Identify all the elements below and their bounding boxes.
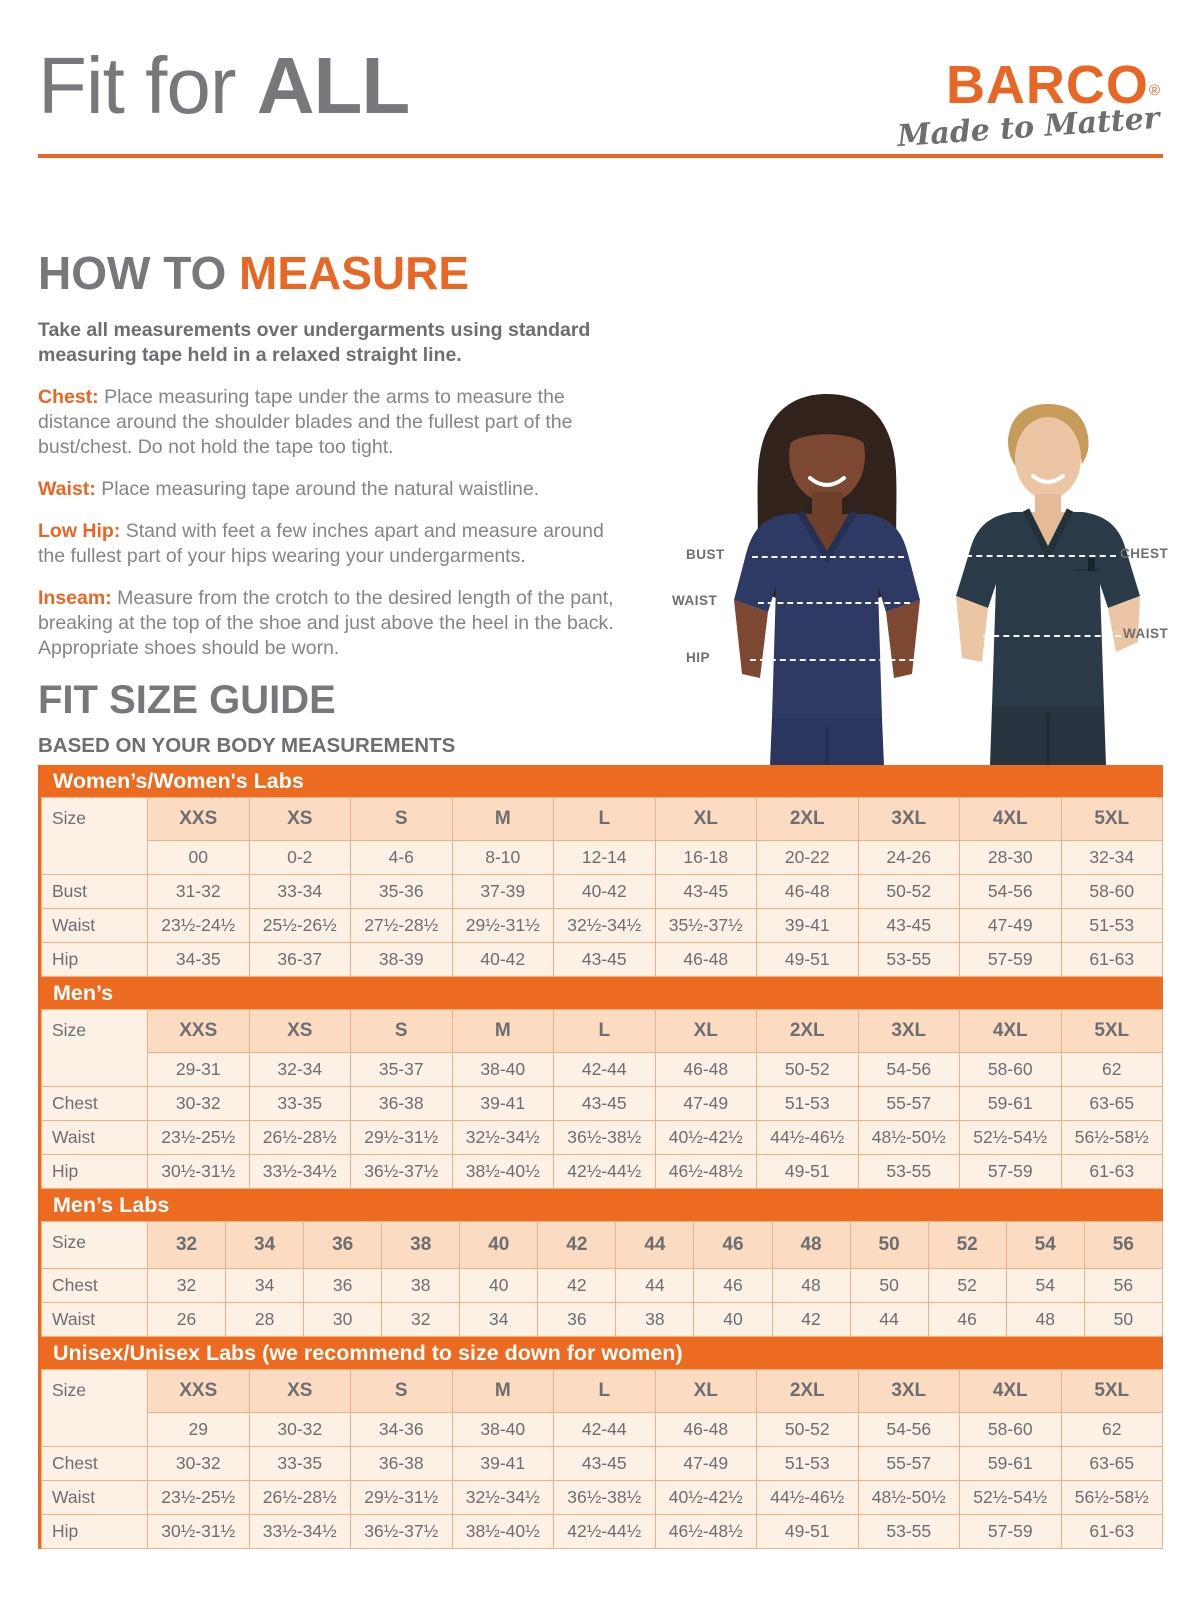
size-header-cell: L [554, 1370, 656, 1413]
size-header-cell: 2XL [757, 1370, 859, 1413]
measurement-row-label: Waist [42, 1303, 148, 1337]
measurement-value-cell: 61-63 [1061, 943, 1163, 977]
measurement-value-cell: 53-55 [858, 943, 960, 977]
measurement-value-cell: 36-37 [249, 943, 351, 977]
measurement-value-cell: 42 [538, 1269, 616, 1303]
step-text: Place measuring tape around the natural waistline. [95, 477, 540, 500]
size-header-cell: 40 [460, 1222, 538, 1269]
brand-name: BARCO [945, 55, 1149, 115]
page-title [38, 40, 409, 132]
measurement-value-cell: 51-53 [757, 1087, 859, 1121]
size-header-cell: S [351, 1010, 453, 1053]
size-header-cell: M [452, 1370, 554, 1413]
size-header-cell: 2XL [757, 798, 859, 841]
measurement-value-cell: 33-35 [249, 1447, 351, 1481]
size-header-cell: 4XL [960, 1010, 1062, 1053]
numeric-size-cell: 42-44 [554, 1413, 656, 1447]
table-banner: Men’s Labs [41, 1189, 1163, 1221]
measurement-value-cell: 43-45 [554, 943, 656, 977]
size-header-cell: 4XL [960, 1370, 1062, 1413]
measurement-value-cell: 33-34 [249, 875, 351, 909]
size-header-cell: M [452, 798, 554, 841]
measurement-value-cell: 63-65 [1061, 1447, 1163, 1481]
measurement-value-cell: 58-60 [1061, 875, 1163, 909]
size-header-cell: XL [655, 1370, 757, 1413]
measurement-value-cell: 44 [850, 1303, 928, 1337]
measurement-row-label: Bust [42, 875, 148, 909]
size-column-header: Size [42, 1370, 148, 1447]
measurement-value-cell: 28 [226, 1303, 304, 1337]
measurement-value-cell: 57-59 [960, 943, 1062, 977]
measurement-value-cell: 26½-28½ [249, 1481, 351, 1515]
measurement-value-cell: 48½-50½ [858, 1481, 960, 1515]
measurement-value-cell: 53-55 [858, 1515, 960, 1549]
step-label: Low Hip: [38, 519, 121, 542]
numeric-size-cell: 62 [1061, 1413, 1163, 1447]
size-header-cell: XL [655, 798, 757, 841]
measurement-value-cell: 46½-48½ [655, 1155, 757, 1189]
step-text: Stand with feet a few inches apart and measure around the fullest part of your hips wearing your undergarments. [38, 519, 604, 567]
size-header-cell: 50 [850, 1222, 928, 1269]
measurement-value-cell: 44 [616, 1269, 694, 1303]
measurement-value-cell: 47-49 [655, 1087, 757, 1121]
measurement-value-cell: 38-39 [351, 943, 453, 977]
numeric-size-row [42, 1053, 1163, 1087]
numeric-size-cell: 8-10 [452, 841, 554, 875]
measurement-value-cell: 36½-37½ [351, 1155, 453, 1189]
size-header-cell: 38 [382, 1222, 460, 1269]
measurement-value-cell: 23½-24½ [148, 909, 250, 943]
measurement-value-cell: 33½-34½ [249, 1515, 351, 1549]
measurement-value-cell: 35½-37½ [655, 909, 757, 943]
measurement-value-cell: 59-61 [960, 1087, 1062, 1121]
measurement-value-cell: 42½-44½ [554, 1515, 656, 1549]
measurement-value-cell: 57-59 [960, 1515, 1062, 1549]
size-header-cell: XS [249, 1370, 351, 1413]
numeric-size-cell: 58-60 [960, 1413, 1062, 1447]
numeric-size-cell: 24-26 [858, 841, 960, 875]
numeric-size-cell: 32-34 [1061, 841, 1163, 875]
size-header-cell: 32 [148, 1222, 226, 1269]
measurement-row [42, 1121, 1163, 1155]
size-header-cell: 2XL [757, 1010, 859, 1053]
measurement-row-label: Chest [42, 1269, 148, 1303]
fit-table [41, 1221, 1163, 1337]
step-label: Chest: [38, 385, 99, 408]
measurement-value-cell: 32 [382, 1303, 460, 1337]
step-text: Measure from the crotch to the desired length of the pant, breaking at the top of the shoe and just above the heel in the back. Appropriate shoes should be worn. [38, 586, 614, 659]
measurement-value-cell: 39-41 [757, 909, 859, 943]
measurement-value-cell: 55-57 [858, 1087, 960, 1121]
numeric-size-cell: 20-22 [757, 841, 859, 875]
measurement-row [42, 1481, 1163, 1515]
measurement-value-cell: 48 [1006, 1303, 1084, 1337]
measurement-row [42, 1447, 1163, 1481]
man-waist-measure-line [983, 635, 1121, 637]
size-header-cell: XXS [148, 1010, 250, 1053]
numeric-size-cell: 54-56 [858, 1413, 960, 1447]
numeric-size-cell: 32-34 [249, 1053, 351, 1087]
size-table [38, 1337, 1163, 1549]
table-header-row [42, 1222, 1163, 1269]
size-header-cell: 44 [616, 1222, 694, 1269]
numeric-size-cell: 34-36 [351, 1413, 453, 1447]
measurement-value-cell: 49-51 [757, 1155, 859, 1189]
measurement-row [42, 909, 1163, 943]
measurement-value-cell: 56 [1084, 1269, 1162, 1303]
man-waist-label: WAIST [1123, 626, 1169, 641]
fit-size-guide-heading: FIT SIZE GUIDE [38, 678, 336, 722]
numeric-size-cell: 54-56 [858, 1053, 960, 1087]
measurement-value-cell: 43-45 [655, 875, 757, 909]
measurement-value-cell: 46 [694, 1269, 772, 1303]
measurement-row-label: Hip [42, 1155, 148, 1189]
measurement-value-cell: 51-53 [1061, 909, 1163, 943]
measurement-value-cell: 38 [382, 1269, 460, 1303]
measurement-value-cell: 54-56 [960, 875, 1062, 909]
measure-step-chest [38, 385, 626, 460]
table-banner: Women’s/Women's Labs [41, 765, 1163, 797]
measurement-value-cell: 23½-25½ [148, 1121, 250, 1155]
measurement-value-cell: 43-45 [554, 1087, 656, 1121]
numeric-size-cell: 12-14 [554, 841, 656, 875]
heading-gray-part: HOW TO [38, 247, 240, 299]
measurement-value-cell: 32½-34½ [452, 1481, 554, 1515]
size-header-cell: S [351, 798, 453, 841]
size-header-cell: XXS [148, 1370, 250, 1413]
measurement-value-cell: 38 [616, 1303, 694, 1337]
measurement-value-cell: 40½-42½ [655, 1481, 757, 1515]
measurement-value-cell: 50-52 [858, 875, 960, 909]
numeric-size-cell: 4-6 [351, 841, 453, 875]
size-header-cell: 48 [772, 1222, 850, 1269]
measurement-value-cell: 49-51 [757, 943, 859, 977]
measurement-value-cell: 55-57 [858, 1447, 960, 1481]
measurement-value-cell: 34-35 [148, 943, 250, 977]
chest-label: CHEST [1120, 546, 1169, 561]
measurement-value-cell: 40-42 [452, 943, 554, 977]
measurement-value-cell: 36 [304, 1269, 382, 1303]
measurement-value-cell: 56½-58½ [1061, 1481, 1163, 1515]
measurement-value-cell: 56½-58½ [1061, 1121, 1163, 1155]
measurement-value-cell: 52½-54½ [960, 1481, 1062, 1515]
numeric-size-cell: 28-30 [960, 841, 1062, 875]
size-header-cell: L [554, 1010, 656, 1053]
numeric-size-cell: 29 [148, 1413, 250, 1447]
measurement-value-cell: 43-45 [554, 1447, 656, 1481]
table-header-row [42, 1370, 1163, 1413]
measurement-row [42, 1155, 1163, 1189]
table-header-row [42, 1010, 1163, 1053]
bust-label: BUST [686, 547, 725, 562]
numeric-size-cell: 00 [148, 841, 250, 875]
size-header-cell: 52 [928, 1222, 1006, 1269]
measurement-value-cell: 46½-48½ [655, 1515, 757, 1549]
measurement-value-cell: 30½-31½ [148, 1155, 250, 1189]
page-title-bold: ALL [256, 41, 410, 130]
measurement-value-cell: 40½-42½ [655, 1121, 757, 1155]
size-header-cell: 5XL [1061, 798, 1163, 841]
measurement-value-cell: 34 [226, 1269, 304, 1303]
step-text: Place measuring tape under the arms to measure the distance around the shoulder blades and the fullest part of the bust/chest. Do not hold the tape too tight. [38, 385, 573, 458]
measurement-value-cell: 59-61 [960, 1447, 1062, 1481]
step-label: Inseam: [38, 586, 112, 609]
man-model-photo [928, 398, 1168, 766]
size-header-cell: 54 [1006, 1222, 1084, 1269]
measurement-row-label: Chest [42, 1087, 148, 1121]
numeric-size-cell: 42-44 [554, 1053, 656, 1087]
measurement-value-cell: 30-32 [148, 1087, 250, 1121]
measurement-value-cell: 46 [928, 1303, 1006, 1337]
measurement-row-label: Hip [42, 943, 148, 977]
size-header-cell: XS [249, 1010, 351, 1053]
measurement-value-cell: 42 [772, 1303, 850, 1337]
measurement-value-cell: 40 [460, 1269, 538, 1303]
measurement-row [42, 943, 1163, 977]
measurement-value-cell: 38½-40½ [452, 1515, 554, 1549]
measurement-row [42, 1303, 1163, 1337]
size-table [38, 765, 1163, 977]
measurement-value-cell: 44½-46½ [757, 1481, 859, 1515]
step-label: Waist: [38, 477, 96, 500]
size-table [38, 977, 1163, 1189]
table-header-row [42, 798, 1163, 841]
measurement-value-cell: 26½-28½ [249, 1121, 351, 1155]
how-to-measure-heading [38, 246, 626, 300]
fit-size-guide-subheading: BASED ON YOUR BODY MEASUREMENTS [38, 734, 456, 757]
measurement-value-cell: 37-39 [452, 875, 554, 909]
measurement-value-cell: 40-42 [554, 875, 656, 909]
numeric-size-cell: 35-37 [351, 1053, 453, 1087]
measurement-value-cell: 35-36 [351, 875, 453, 909]
measurement-value-cell: 54 [1006, 1269, 1084, 1303]
size-header-cell: L [554, 798, 656, 841]
brand-logo [896, 55, 1161, 155]
woman-model-photo [692, 386, 962, 766]
size-header-cell: 46 [694, 1222, 772, 1269]
measure-step-waist [38, 477, 626, 502]
woman-waist-measure-line [758, 602, 910, 604]
measurement-value-cell: 36 [538, 1303, 616, 1337]
measurement-value-cell: 63-65 [1061, 1087, 1163, 1121]
measurement-value-cell: 36½-38½ [554, 1121, 656, 1155]
hip-measure-line [750, 659, 955, 661]
measurement-value-cell: 32½-34½ [554, 909, 656, 943]
size-header-cell: 56 [1084, 1222, 1162, 1269]
woman-waist-label: WAIST [672, 593, 718, 608]
size-header-cell: M [452, 1010, 554, 1053]
size-header-cell: 3XL [858, 798, 960, 841]
size-header-cell: 36 [304, 1222, 382, 1269]
measurement-value-cell: 23½-25½ [148, 1481, 250, 1515]
size-header-cell: XXS [148, 798, 250, 841]
numeric-size-cell: 62 [1061, 1053, 1163, 1087]
size-header-cell: XS [249, 798, 351, 841]
measurement-value-cell: 57-59 [960, 1155, 1062, 1189]
how-to-measure-section [38, 246, 626, 660]
table-banner: Unisex/Unisex Labs (we recommend to size down for women) [41, 1337, 1163, 1369]
measurement-value-cell: 46-48 [757, 875, 859, 909]
numeric-size-cell: 50-52 [757, 1053, 859, 1087]
measurement-value-cell: 44½-46½ [757, 1121, 859, 1155]
numeric-size-cell: 0-2 [249, 841, 351, 875]
measurement-value-cell: 50 [850, 1269, 928, 1303]
brand-tagline: Made to Matter [896, 100, 1161, 155]
measurement-value-cell: 25½-26½ [249, 909, 351, 943]
measurement-value-cell: 29½-31½ [351, 1121, 453, 1155]
size-header-cell: 4XL [960, 798, 1062, 841]
measurement-value-cell: 36-38 [351, 1447, 453, 1481]
measurement-value-cell: 39-41 [452, 1087, 554, 1121]
measurement-value-cell: 48 [772, 1269, 850, 1303]
measurement-row-label: Hip [42, 1515, 148, 1549]
measurement-value-cell: 30 [304, 1303, 382, 1337]
size-header-cell: XL [655, 1010, 757, 1053]
measure-step-low-hip [38, 519, 626, 569]
header-divider [38, 154, 1163, 158]
measurement-value-cell: 33½-34½ [249, 1155, 351, 1189]
measurement-value-cell: 30-32 [148, 1447, 250, 1481]
measurement-value-cell: 52½-54½ [960, 1121, 1062, 1155]
measurement-value-cell: 33-35 [249, 1087, 351, 1121]
fit-table [41, 1369, 1163, 1549]
size-header-cell: 5XL [1061, 1370, 1163, 1413]
registered-mark: ® [1148, 82, 1160, 99]
size-header-cell: 42 [538, 1222, 616, 1269]
size-header-cell: 34 [226, 1222, 304, 1269]
fit-table [41, 797, 1163, 977]
heading-orange-part: MEASURE [239, 247, 470, 299]
numeric-size-row [42, 1413, 1163, 1447]
measurement-value-cell: 39-41 [452, 1447, 554, 1481]
measurement-row-label: Waist [42, 909, 148, 943]
numeric-size-row [42, 841, 1163, 875]
measurement-row-label: Chest [42, 1447, 148, 1481]
size-table [38, 1189, 1163, 1337]
measurement-value-cell: 36½-38½ [554, 1481, 656, 1515]
measurement-row [42, 1087, 1163, 1121]
numeric-size-cell: 29-31 [148, 1053, 250, 1087]
measurement-value-cell: 27½-28½ [351, 909, 453, 943]
measurement-row-label: Waist [42, 1481, 148, 1515]
numeric-size-cell: 58-60 [960, 1053, 1062, 1087]
numeric-size-cell: 38-40 [452, 1413, 554, 1447]
measurement-value-cell: 47-49 [655, 1447, 757, 1481]
numeric-size-cell: 46-48 [655, 1053, 757, 1087]
measurement-value-cell: 53-55 [858, 1155, 960, 1189]
measurement-value-cell: 48½-50½ [858, 1121, 960, 1155]
page-title-light: Fit for [38, 41, 257, 130]
size-column-header: Size [42, 798, 148, 875]
size-header-cell: 3XL [858, 1370, 960, 1413]
fit-table [41, 1009, 1163, 1189]
size-header-cell: S [351, 1370, 453, 1413]
measurement-row [42, 1515, 1163, 1549]
measurement-value-cell: 34 [460, 1303, 538, 1337]
numeric-size-cell: 38-40 [452, 1053, 554, 1087]
measurement-value-cell: 38½-40½ [452, 1155, 554, 1189]
measure-intro: Take all measurements over undergarments using standard measuring tape held in a relaxed straight line. [38, 319, 591, 366]
measurement-row-label: Waist [42, 1121, 148, 1155]
measurement-row [42, 1269, 1163, 1303]
measurement-value-cell: 47-49 [960, 909, 1062, 943]
measurement-value-cell: 40 [694, 1303, 772, 1337]
bust-measure-line [752, 556, 904, 558]
measurement-value-cell: 29½-31½ [351, 1481, 453, 1515]
measure-step-inseam [38, 586, 626, 661]
measurement-value-cell: 42½-44½ [554, 1155, 656, 1189]
numeric-size-cell: 30-32 [249, 1413, 351, 1447]
numeric-size-cell: 16-18 [655, 841, 757, 875]
measurement-value-cell: 31-32 [148, 875, 250, 909]
measurement-value-cell: 30½-31½ [148, 1515, 250, 1549]
measurement-value-cell: 46-48 [655, 943, 757, 977]
measurement-value-cell: 52 [928, 1269, 1006, 1303]
measurement-value-cell: 32 [148, 1269, 226, 1303]
measurement-value-cell: 50 [1084, 1303, 1162, 1337]
measurement-value-cell: 29½-31½ [452, 909, 554, 943]
numeric-size-cell: 50-52 [757, 1413, 859, 1447]
size-header-cell: 5XL [1061, 1010, 1163, 1053]
measurement-row [42, 875, 1163, 909]
measurement-value-cell: 43-45 [858, 909, 960, 943]
numeric-size-cell: 46-48 [655, 1413, 757, 1447]
hip-label: HIP [686, 650, 711, 665]
measurement-value-cell: 36-38 [351, 1087, 453, 1121]
measurement-value-cell: 61-63 [1061, 1155, 1163, 1189]
table-banner: Men’s [41, 977, 1163, 1009]
measurement-value-cell: 51-53 [757, 1447, 859, 1481]
measurement-value-cell: 36½-37½ [351, 1515, 453, 1549]
chest-measure-line [966, 555, 1116, 557]
measurement-value-cell: 49-51 [757, 1515, 859, 1549]
measurement-value-cell: 26 [148, 1303, 226, 1337]
measurement-value-cell: 32½-34½ [452, 1121, 554, 1155]
size-header-cell: 3XL [858, 1010, 960, 1053]
measurement-value-cell: 61-63 [1061, 1515, 1163, 1549]
size-tables [38, 765, 1163, 1549]
size-column-header: Size [42, 1222, 148, 1269]
size-column-header: Size [42, 1010, 148, 1087]
